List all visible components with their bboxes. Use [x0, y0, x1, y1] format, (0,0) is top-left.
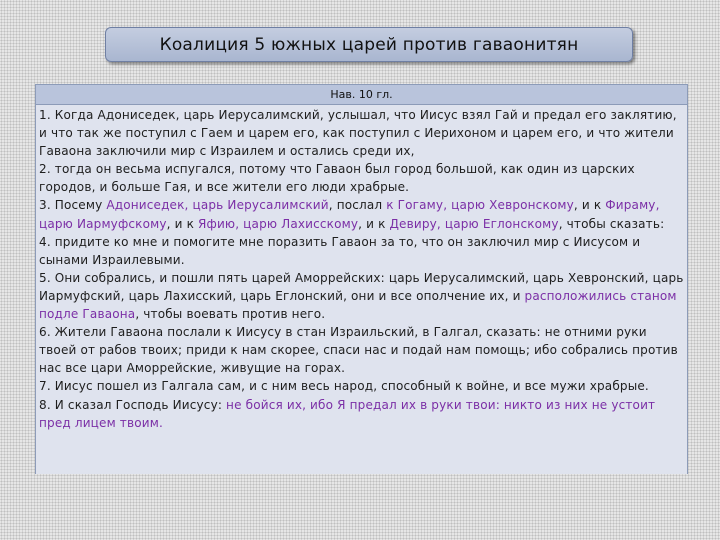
verse-3-highlight: к Гогаму, царю Хевронскому	[386, 198, 574, 213]
slide-title: Коалиция 5 южных царей против гаваонитян	[105, 27, 633, 62]
verse-5-text: 5. Они собрались, и пошли пять царей Аморрейских: царь Иерусалимский, царь Хевронский, царь Иармуфский, царь Лахисский, царь Еглонский, они и все ополчение их, и	[39, 270, 684, 303]
scripture-text	[36, 105, 687, 474]
verse-8-text: 8. И сказал Господь Иисусу:	[39, 397, 227, 412]
verse-3-highlight: Яфию, царю Лахисскому	[197, 216, 359, 231]
verse-3-text: , чтобы сказать:	[558, 216, 665, 231]
verse-3-text: , и к	[166, 216, 198, 231]
scripture-panel	[35, 84, 688, 474]
verse-6: 6. Жители Гаваона послали к Иисусу в стан Израильский, в Галгал, сказать: не отними руки твоей от рабов твоих; приди к нам скорее, спаси нас и подай нам помощь; ибо собрались против нас все цари Аморрейские, живущие на горах.	[39, 325, 678, 376]
verse-3-text: , послал	[328, 198, 387, 213]
verse-2: 2. тогда он весьма испугался, потому что Гаваон был город большой, как один из царских городов, и больше Гая, и все жители его люди храбрые.	[39, 162, 635, 195]
scripture-reference: Нав. 10 гл.	[36, 85, 687, 105]
verse-3-text: , и к	[573, 198, 606, 213]
verse-3-text: , и к	[358, 216, 390, 231]
verse-4: 4. придите ко мне и помогите мне поразить Гаваон за то, что он заключил мир с Иисусом и сынами Израилевыми.	[39, 234, 641, 267]
verse-8-highlight: не бойся их, ибо Я предал их в руки твои: никто из них не устоит пред лицем твоим.	[39, 397, 656, 430]
verse-1: 1. Когда Адониседек, царь Иерусалимский, услышал, что Иисус взял Гай и предал его заклятию, и что так же поступил с Гаем и царем его, как поступил с Иерихоном и царем его, и что жители Гаваона заключили мир с Израилем и остались среди их,	[39, 108, 677, 159]
verse-5-highlight: расположились станом подле Гаваона	[39, 288, 677, 322]
verse-5-text: , чтобы воевать против него.	[135, 307, 326, 322]
verse-3-highlight: Фираму, царю Иармуфскому	[39, 198, 660, 231]
verse-3	[39, 196, 685, 232]
verse-3-highlight: Адониседек, царь Иерусалимский	[106, 198, 329, 213]
verse-3-text: 3. Посему	[39, 198, 107, 213]
verse-3-highlight: Девиру, царю Еглонскому	[389, 216, 559, 231]
verse-5	[39, 269, 685, 323]
verse-7: 7. Иисус пошел из Галгала сам, и с ним весь народ, способный к войне, и все мужи храбрые.	[39, 379, 649, 394]
verse-8	[39, 396, 685, 432]
